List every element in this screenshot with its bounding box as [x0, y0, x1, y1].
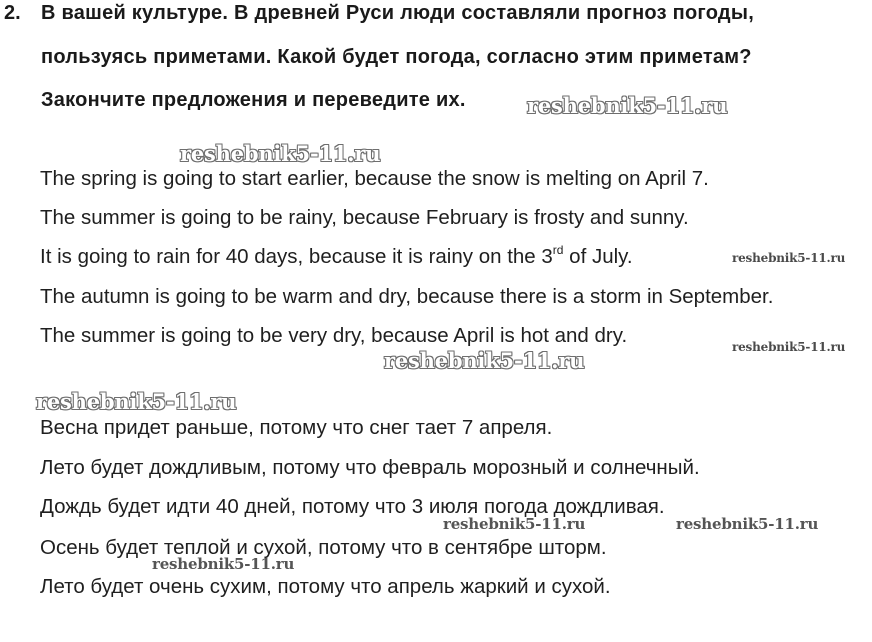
watermark: reshebnik5-11.ru: [676, 515, 819, 533]
watermark: reshebnik5-11.ru: [36, 389, 237, 414]
russian-sentence-1: Весна придет раньше, потому что снег тает 7 апреля.: [40, 416, 553, 439]
russian-sentence-5: Лето будет очень сухим, потому что апрель жаркий и сухой.: [40, 575, 611, 598]
english-sentence-1: The spring is going to start earlier, because the snow is melting on April 7.: [40, 167, 709, 190]
task-line-3: Закончите предложения и переведите их.: [41, 89, 466, 111]
task-number: 2.: [4, 2, 21, 24]
watermark: reshebnik5-11.ru: [180, 141, 381, 166]
ordinal-suffix: rd: [552, 243, 564, 257]
watermark: reshebnik5-11.ru: [152, 555, 295, 573]
watermark: reshebnik5-11.ru: [443, 515, 586, 533]
watermark: reshebnik5-11.ru: [527, 93, 728, 118]
task-line-1: В вашей культуре. В древней Руси люди составляли прогноз погоды,: [41, 2, 755, 24]
watermark: reshebnik5-11.ru: [384, 348, 585, 373]
watermark: reshebnik5-11.ru: [732, 251, 846, 265]
russian-sentence-4: Осень будет теплой и сухой, потому что в сентябре шторм.: [40, 536, 607, 559]
watermark: reshebnik5-11.ru: [732, 340, 846, 354]
russian-sentence-2: Лето будет дождливым, потому что февраль морозный и солнечный.: [40, 456, 700, 479]
task-line-2: пользуясь приметами. Какой будет погода, согласно этим приметам?: [41, 46, 752, 68]
russian-sentence-3: Дождь будет идти 40 дней, потому что 3 июля погода дождливая.: [40, 495, 665, 518]
english-sentence-3-main: It is going to rain for 40 days, because it is rainy on the 3: [40, 245, 553, 268]
english-sentence-4: The autumn is going to be warm and dry, because there is a storm in September.: [40, 285, 774, 308]
english-sentence-2: The summer is going to be rainy, because February is frosty and sunny.: [40, 206, 689, 229]
english-sentence-3: [40, 243, 633, 268]
english-sentence-5: The summer is going to be very dry, because April is hot and dry.: [40, 324, 628, 347]
english-sentence-3-end: of July.: [563, 245, 633, 268]
